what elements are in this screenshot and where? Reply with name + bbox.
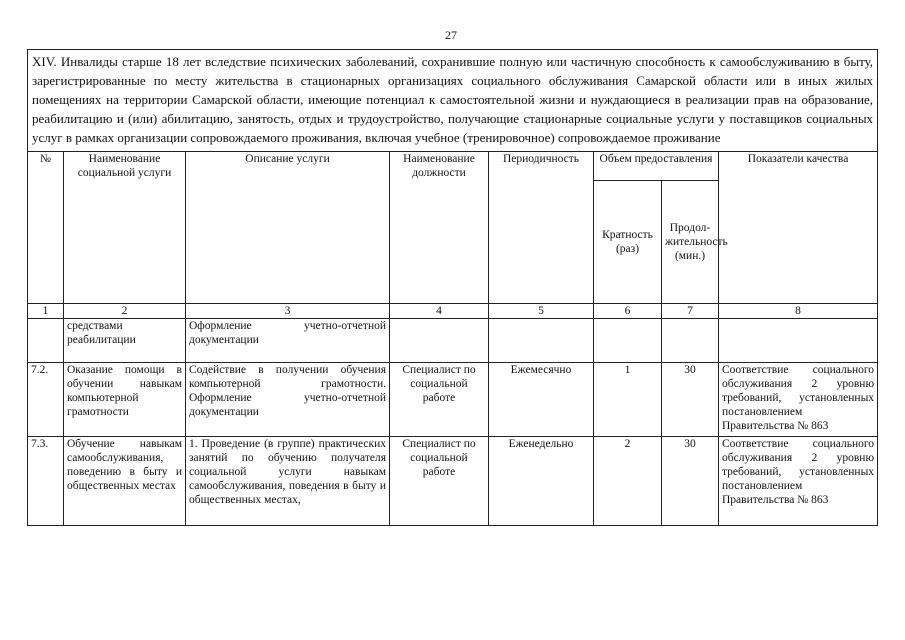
header-row bbox=[28, 152, 878, 181]
column-number: 2 bbox=[64, 304, 186, 319]
row-description: Содействие в получении обучения компьютерной грамотности. Оформление учетно-отчетной документации bbox=[186, 363, 390, 437]
section-heading: XIV. Инвалиды старше 18 лет вследствие психических заболеваний, сохранившие полную или частичную способность к самообслуживанию в быту, зарегистрированные по месту жительства в стационарных организациях социального обслуживания Самарской области или в иных жилых помещениях на территории Самарской области, имеющие потенциал к самостоятельной жизни и нуждающиеся в реализации прав на образование, реабилитацию и (или) абилитацию, занятость, отдых и трудоустройство, получающие стационарные социальные услуги у поставщиков социальных услуг в рамках организации сопровождаемого проживания, включая учебное (тренировочное) сопровождаемое проживание bbox=[28, 50, 878, 152]
column-number: 3 bbox=[186, 304, 390, 319]
row-description: Оформление учетно-отчетной документации bbox=[186, 319, 390, 363]
column-number: 8 bbox=[719, 304, 878, 319]
row-num bbox=[28, 319, 64, 363]
row-service-name: средствами реабилитации bbox=[64, 319, 186, 363]
header-periodicity: Периодичность bbox=[489, 152, 594, 304]
row-num: 7.2. bbox=[28, 363, 64, 437]
column-number: 1 bbox=[28, 304, 64, 319]
row-position bbox=[390, 319, 489, 363]
row-multiplicity: 2 bbox=[594, 437, 662, 526]
row-multiplicity bbox=[594, 319, 662, 363]
row-duration: 30 bbox=[662, 363, 719, 437]
header-duration: Продол-жительность (мин.) bbox=[662, 181, 719, 304]
header-service-name: Наименование социальной услуги bbox=[64, 152, 186, 304]
header-volume: Объем предоставления bbox=[594, 152, 719, 181]
page-number: 27 bbox=[445, 28, 457, 42]
header-quality: Показатели качества bbox=[719, 152, 878, 304]
row-position: Специалист по социальной работе bbox=[390, 437, 489, 526]
row-periodicity: Ежемесячно bbox=[489, 363, 594, 437]
table-row bbox=[28, 437, 878, 526]
row-duration bbox=[662, 319, 719, 363]
row-service-name: Оказание помощи в обучении навыкам компьютерной грамотности bbox=[64, 363, 186, 437]
section-heading-row bbox=[28, 50, 878, 152]
row-quality bbox=[719, 319, 878, 363]
header-multiplicity: Кратность (раз) bbox=[594, 181, 662, 304]
column-number: 6 bbox=[594, 304, 662, 319]
row-multiplicity: 1 bbox=[594, 363, 662, 437]
column-number: 4 bbox=[390, 304, 489, 319]
row-service-name: Обучение навыкам самообслуживания, поведению в быту и общественных местах bbox=[64, 437, 186, 526]
row-periodicity bbox=[489, 319, 594, 363]
column-number-row bbox=[28, 304, 878, 319]
row-num: 7.3. bbox=[28, 437, 64, 526]
table-row bbox=[28, 363, 878, 437]
header-description: Описание услуги bbox=[186, 152, 390, 304]
column-number: 7 bbox=[662, 304, 719, 319]
services-table bbox=[27, 49, 878, 526]
row-position: Специалист по социальной работе bbox=[390, 363, 489, 437]
row-quality: Соответствие социального обслуживания 2 уровню требований, установленных постановлением Правительства № 863 bbox=[719, 437, 878, 526]
header-position: Наименование должности bbox=[390, 152, 489, 304]
table-row bbox=[28, 319, 878, 363]
column-number: 5 bbox=[489, 304, 594, 319]
row-duration: 30 bbox=[662, 437, 719, 526]
row-periodicity: Еженедельно bbox=[489, 437, 594, 526]
row-description: 1. Проведение (в группе) практических занятий по обучению получателя социальной услуги навыкам самообслуживания, поведения в быту и общественных местах, bbox=[186, 437, 390, 526]
row-quality: Соответствие социального обслуживания 2 уровню требований, установленных постановлением Правительства № 863 bbox=[719, 363, 878, 437]
header-num: № bbox=[28, 152, 64, 304]
